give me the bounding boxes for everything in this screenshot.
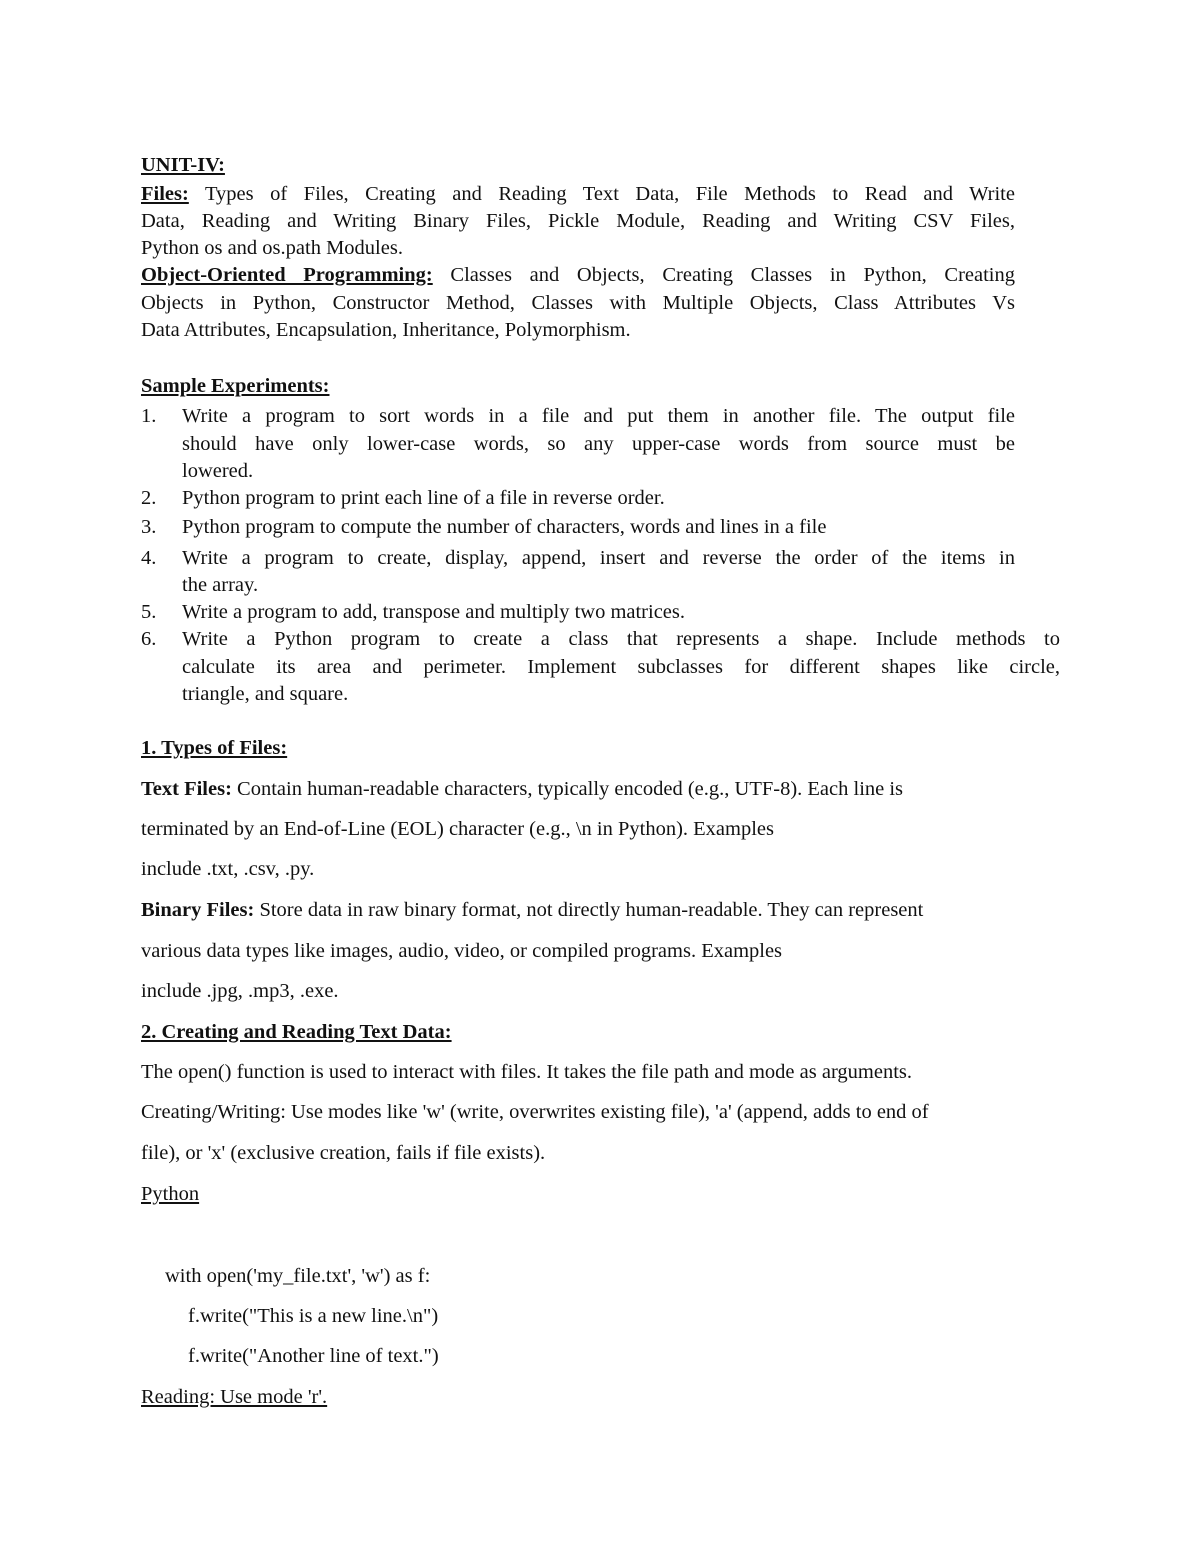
list-number: 2. [141,487,157,509]
list-item-line: Python program to print each line of a file in reverse order. [182,487,665,509]
list-item-line: triangle, and square. [182,683,349,705]
experiments-title: Sample Experiments: [141,375,330,397]
list-item-line: Python program to compute the number of characters, words and lines in a file [182,516,827,538]
binary-files-line: various data types like images, audio, video, or compiled programs. Examples [141,940,783,962]
files-label: Files: [141,183,189,205]
text-files-line [141,776,903,802]
files-topics-line [141,181,1015,207]
list-item-line: the array. [182,574,259,596]
list-item-line: Write a program to create, display, append, insert and reverse the order of the items in [182,547,1015,569]
paragraph-line: file), or 'x' (exclusive creation, fails if file exists). [141,1142,546,1164]
list-item-line: Write a program to add, transpose and multiply two matrices. [182,601,686,623]
list-item-line: calculate its area and perimeter. Implement subclasses for different shapes like circle, [182,656,1060,678]
paragraph-line: Creating/Writing: Use modes like 'w' (write, overwrites existing file), 'a' (append, adds to end of [141,1101,929,1123]
list-item-line: Write a Python program to create a class that represents a shape. Include methods to [182,628,1060,650]
list-number: 1. [141,405,157,427]
list-item-line: lowered. [182,460,254,482]
code-line: with open('my_file.txt', 'w') as f: [165,1265,431,1287]
binary-files-line: include .jpg, .mp3, .exe. [141,980,339,1002]
list-item-line: should have only lower-case words, so any upper-case words from source must be [182,433,1015,455]
files-text: Types of Files, Creating and Reading Text Data, File Methods to Read and Write [204,183,1015,205]
binary-files-text: Store data in raw binary format, not directly human-readable. They can represent [259,899,924,921]
files-topics-line: Data, Reading and Writing Binary Files, Pickle Module, Reading and Writing CSV Files, [141,210,1015,232]
reading-mode-note: Reading: Use mode 'r'. [141,1386,328,1408]
code-language-label: Python [141,1183,200,1205]
text-files-line: terminated by an End-of-Line (EOL) character (e.g., \n in Python). Examples [141,818,774,840]
list-number: 4. [141,547,157,569]
unit-title: UNIT-IV: [141,154,225,176]
section-heading-types-of-files: 1. Types of Files: [141,737,288,759]
binary-files-line [141,897,923,923]
code-line: f.write("This is a new line.\n") [188,1305,439,1327]
text-files-line: include .txt, .csv, .py. [141,858,315,880]
code-line: f.write("Another line of text.") [188,1345,439,1367]
binary-files-label: Binary Files: [141,899,255,921]
oop-label: Object-Oriented Programming: [141,264,433,286]
oop-topics-line: Data Attributes, Encapsulation, Inheritance, Polymorphism. [141,319,631,341]
list-number: 6. [141,628,157,650]
paragraph-line: The open() function is used to interact with files. It takes the file path and mode as arguments. [141,1061,913,1083]
list-number: 5. [141,601,157,623]
files-topics-line: Python os and os.path Modules. [141,237,403,259]
text-files-label: Text Files: [141,778,232,800]
text-files-text: Contain human-readable characters, typically encoded (e.g., UTF-8). Each line is [237,778,904,800]
list-item-line: Write a program to sort words in a file and put them in another file. The output file [182,405,1015,427]
oop-topics-line: Objects in Python, Constructor Method, Classes with Multiple Objects, Class Attributes Vs [141,292,1015,314]
list-number: 3. [141,516,157,538]
section-heading-creating-reading: 2. Creating and Reading Text Data: [141,1021,452,1043]
oop-topics-line [141,262,1015,288]
oop-text: Classes and Objects, Creating Classes in Python, Creating [450,264,1015,286]
